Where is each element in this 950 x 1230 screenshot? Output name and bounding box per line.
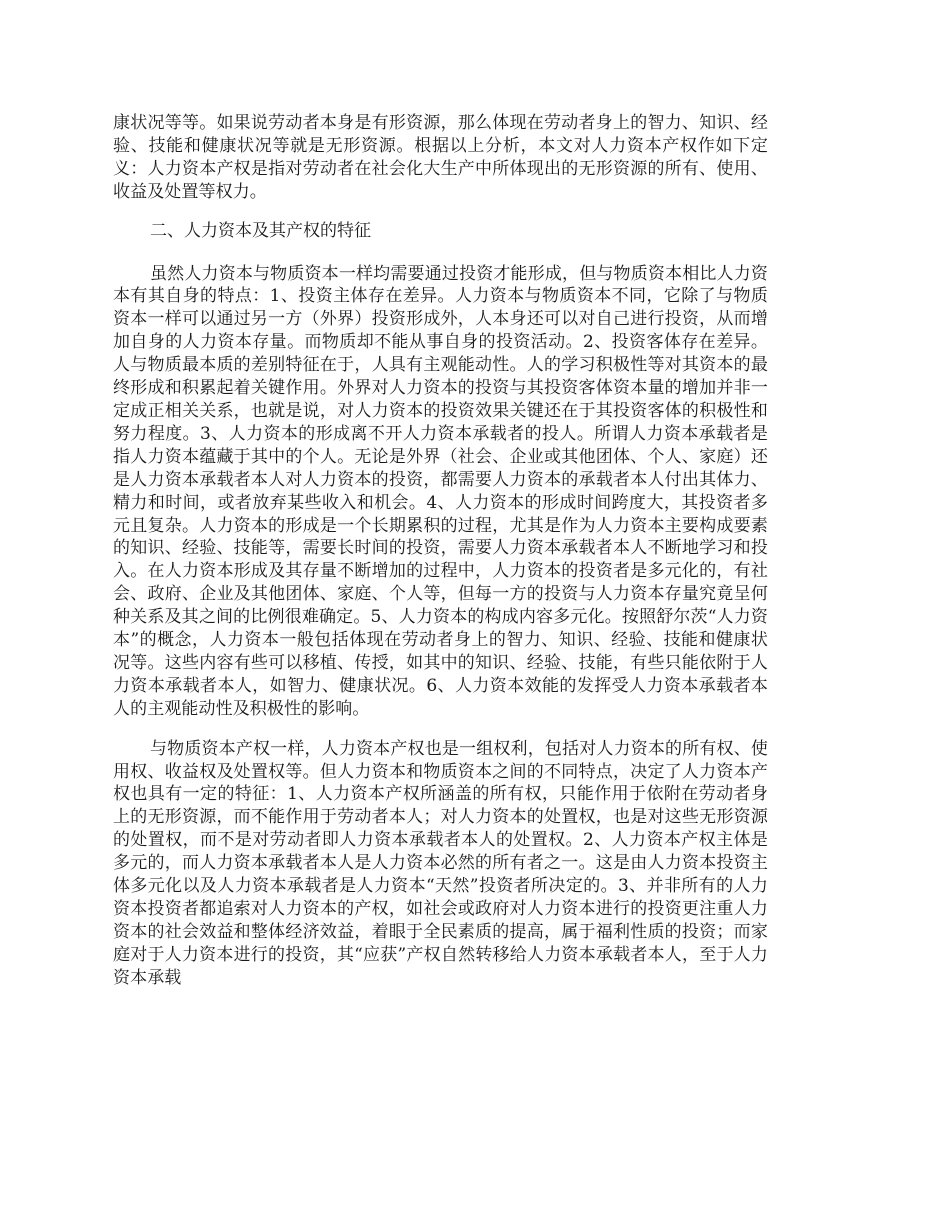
body-paragraph-property-rights: 与物质资本产权一样，人力资本产权也是一组权利，包括对人力资本的所有权、使用权、收益权及处置权等。但人力资本和物质资本之间的不同特点，决定了人力资本产权也具有一定的特征：1、人力资本产权所涵盖的所有权，只能作用于依附在劳动者身上的无形资源，而不能作用于劳动者本人；对人力资本的处置权，也是对这些无形资源的处置权，而不是对劳动者即人力资本承载者本人的处置权。2、人力资本产权主体是多元的，而人力资本承载者本人是人力资本必然的所有者之一。这是由人力资本投资主体多元化以及人力资本承载者是人力资本“天然”投资者所决定的。3、并非所有的人力资本投资者都追索对人力资本的产权，如社会或政府对人力资本进行的投资更注重人力资本的社会效益和整体经济效益，着眼于全民素质的提高，属于福利性质的投资；而家庭对于人力资本进行的投资，其“应获”产权自然转移给人力资本承载者本人，至于人力资本承载 [113, 738, 768, 988]
document-page [113, 112, 768, 990]
body-paragraph-characteristics: 虽然人力资本与物质资本一样均需要通过投资才能形成，但与物质资本相比人力资本有其自身的特点：1、投资主体存在差异。人力资本与物质资本不同，它除了与物质资本一样可以通过另一方（外界）投资形成外，人本身还可以对自己进行投资，从而增加自身的人力资本存量。而物质却不能从事自身的投资活动。2、投资客体存在差异。人与物质最本质的差别特征在于，人具有主观能动性。人的学习积极性等对其资本的最终形成和积累起着关键作用。外界对人力资本的投资与其投资客体资本量的增加并非一定成正相关关系，也就是说，对人力资本的投资效果关键还在于其投资客体的积极性和努力程度。3、人力资本的形成离不开人力资本承载者的投人。所谓人力资本承载者是指人力资本蕴藏于其中的个人。无论是外界（社会、企业或其他团体、个人、家庭）还是人力资本承载者本人对人力资本的投资，都需要人力资本的承载者本人付出其体力、精力和时间，或者放弃某些收入和机会。4、人力资本的形成时间跨度大，其投资者多元且复杂。人力资本的形成是一个长期累积的过程，尤其是作为人力资本主要构成要素的知识、经验、技能等，需要长时间的投资，需要人力资本承载者本人不断地学习和投入。在人力资本形成及其存量不断增加的过程中，人力资本的投资者是多元化的，有社会、政府、企业及其他团体、家庭、个人等，但每一方的投资与人力资本存量究竟呈何种关系及其之间的比例很难确定。5、人力资本的构成内容多元化。按照舒尔茨“人力资本”的概念，人力资本一般包括体现在劳动者身上的智力、知识、经验、技能和健康状况等。这些内容有些可以移植、传授，如其中的知识、经验、技能，有些只能依附于人力资本承载者本人，如智力、健康状况。6、人力资本效能的发挥受人力资本承载者本人的主观能动性及积极性的影响。 [113, 263, 768, 719]
body-paragraph-continued: 康状况等等。如果说劳动者本身是有形资源，那么体现在劳动者身上的智力、知识、经验、技能和健康状况等就是无形资源。根据以上分析，本文对人力资本产权作如下定义：人力资本产权是指对劳动者在社会化大生产中所体现出的无形资源的所有、使用、收益及处置等权力。 [113, 113, 768, 202]
section-heading: 二、人力资本及其产权的特征 [150, 220, 371, 241]
